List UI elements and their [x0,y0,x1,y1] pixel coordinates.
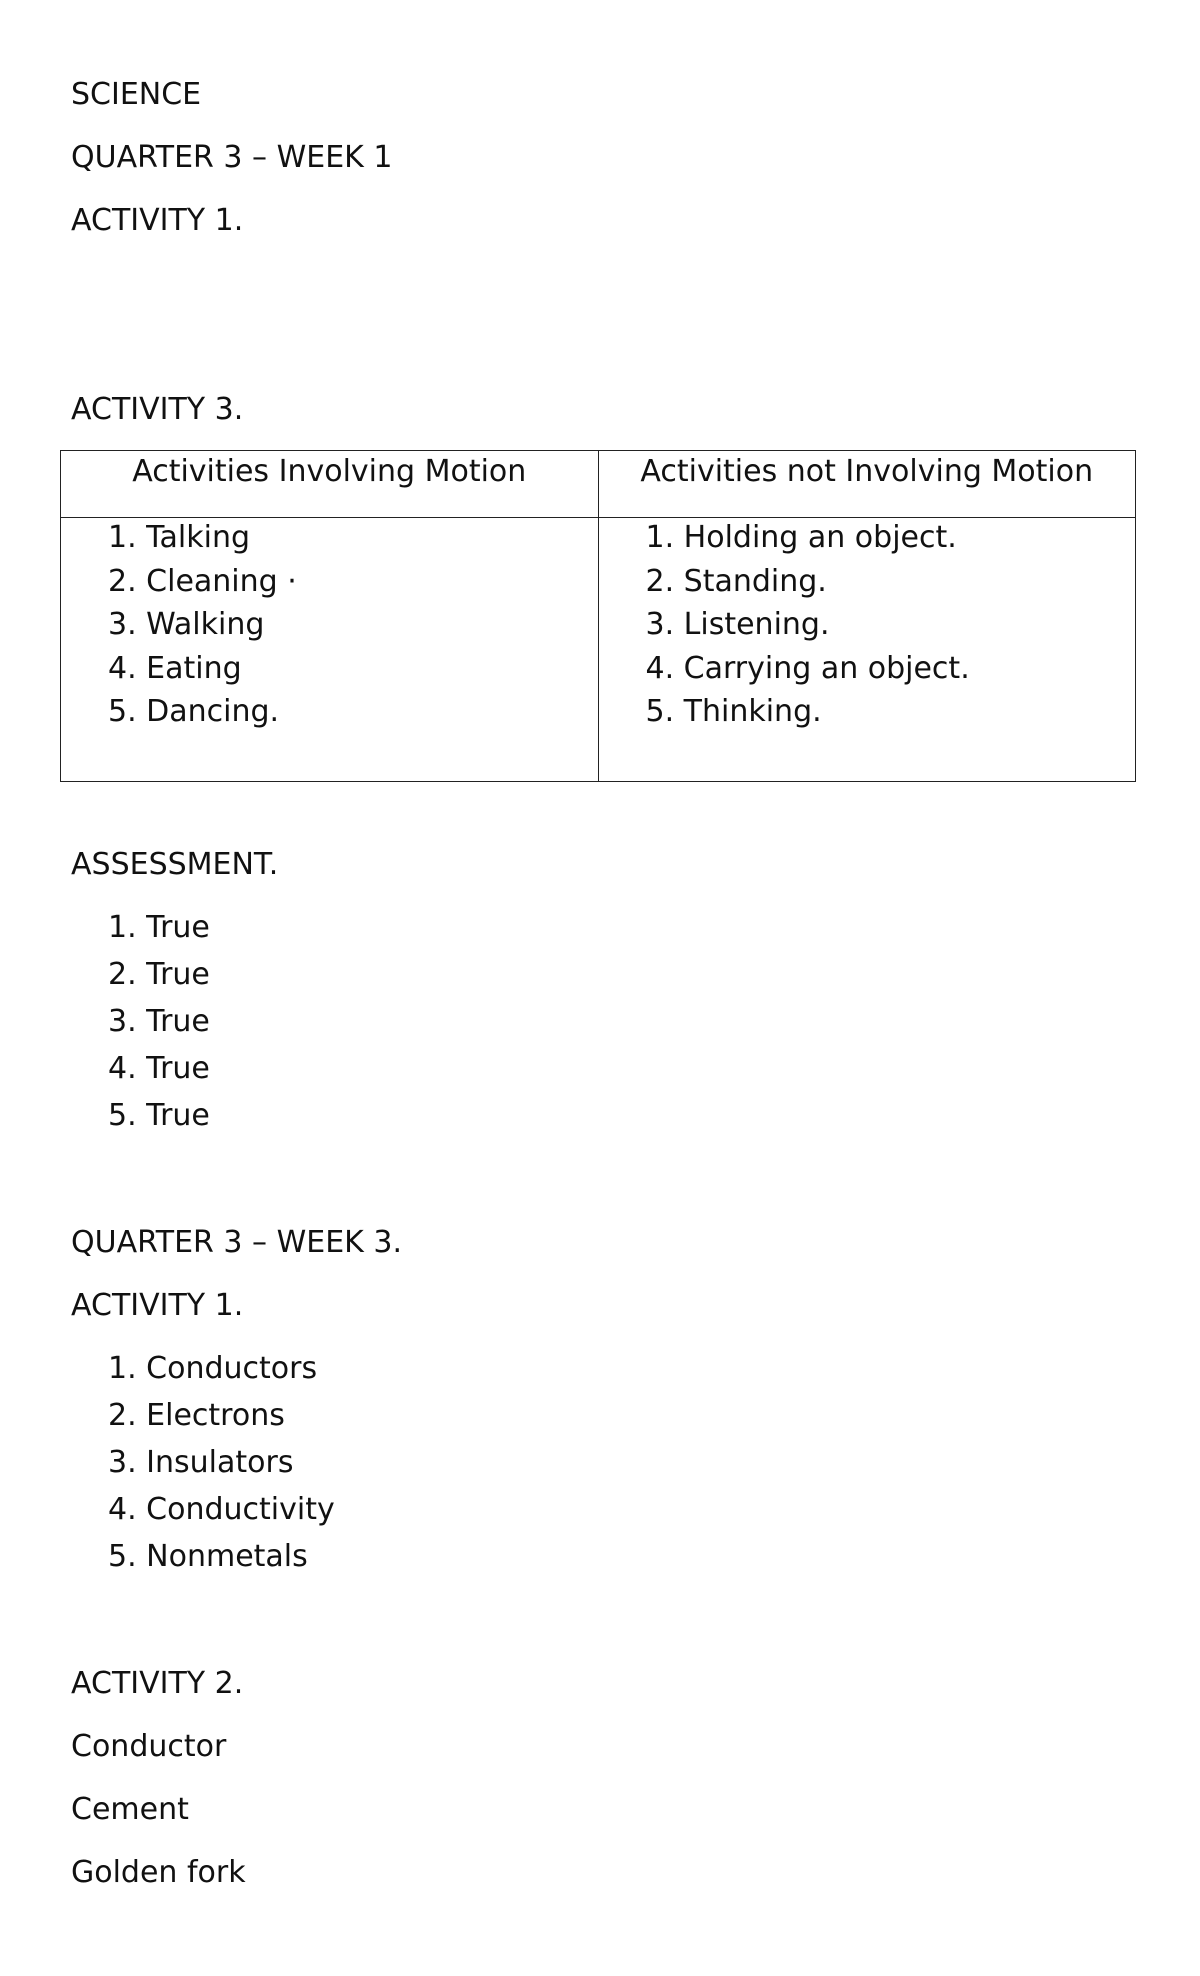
not-involving-motion-list [645,520,1136,741]
week3-heading: QUARTER 3 – WEEK 3. [71,1225,402,1260]
list-item: 1. Talking [108,520,251,555]
column-header-involving-motion: Activities Involving Motion [61,451,599,518]
motion-activities-table [60,450,1136,782]
subject-title: SCIENCE [71,77,202,112]
list-item: 4. True [108,1051,210,1086]
involving-motion-list [108,520,598,741]
list-item: 2. Standing. [645,563,827,599]
assessment-heading: ASSESSMENT. [71,847,279,882]
activity2-item-cement: Cement [71,1792,189,1827]
list-item: 5. Dancing. [108,694,280,729]
assessment-list [108,910,210,1148]
list-item: 1. True [108,910,210,945]
list-item: 5. Thinking. [645,694,822,729]
list-item: 3. Insulators [108,1445,294,1480]
week3-activity1-list [108,1351,335,1589]
list-item: 2. Cleaning · [108,563,297,599]
list-item: 3. Walking [108,607,265,642]
activity2-item-conductor: Conductor [71,1729,227,1764]
involving-motion-cell [61,518,599,782]
list-item: 2. Electrons [108,1398,285,1433]
week1-activity3-heading: ACTIVITY 3. [71,392,244,427]
list-item: 4. Eating [108,650,242,686]
week1-activity1-heading: ACTIVITY 1. [71,203,244,238]
list-item: 3. True [108,1004,210,1039]
list-item: 4. Conductivity [108,1492,335,1527]
list-item: 1. Conductors [108,1351,318,1386]
week1-heading: QUARTER 3 – WEEK 1 [71,140,393,175]
activity2-item-golden-fork: Golden fork [71,1855,246,1890]
list-item: 4. Carrying an object. [645,650,970,686]
week3-activity1-heading: ACTIVITY 1. [71,1288,244,1323]
list-item: 5. Nonmetals [108,1539,308,1574]
not-involving-motion-cell [598,518,1136,782]
week3-activity2-heading: ACTIVITY 2. [71,1666,244,1701]
column-header-not-involving-motion: Activities not Involving Motion [598,451,1136,518]
list-item: 5. True [108,1098,210,1133]
list-item: 1. Holding an object. [645,520,957,555]
list-item: 3. Listening. [645,607,830,642]
list-item: 2. True [108,957,210,992]
